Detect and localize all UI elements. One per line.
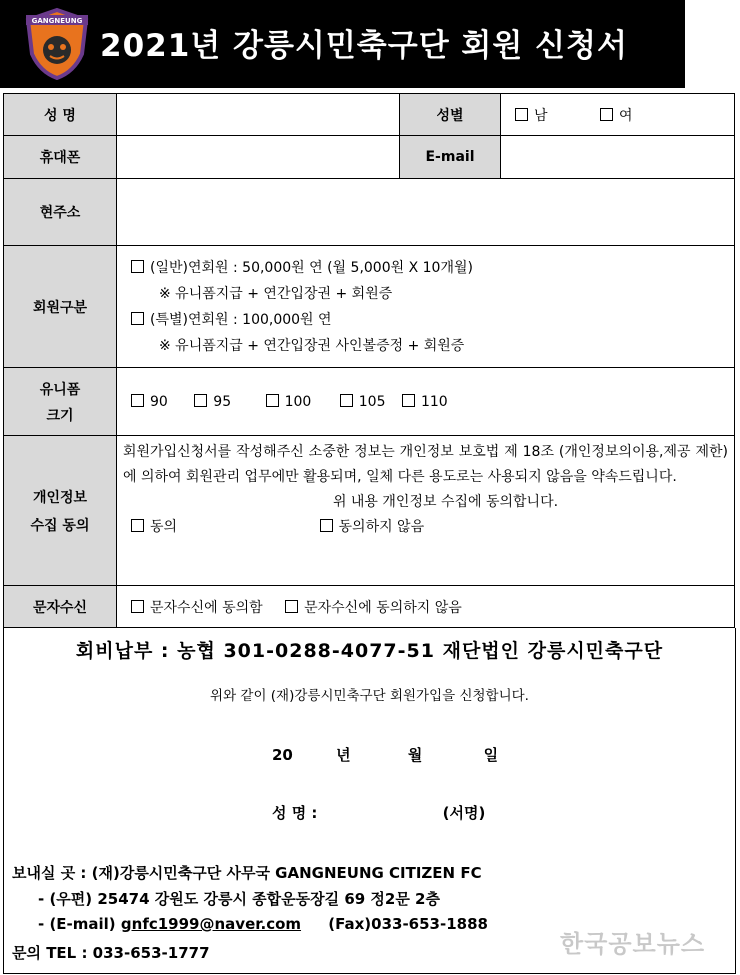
post-address: - (우편) 25474 강원도 강릉시 종합운동장길 69 정2문 2층 bbox=[38, 890, 440, 908]
gender-label: 성별 bbox=[400, 94, 501, 136]
name-label: 성 명 bbox=[4, 94, 117, 136]
membership-label: 회원구분 bbox=[4, 246, 117, 368]
club-logo bbox=[22, 6, 92, 80]
checkbox-icon[interactable] bbox=[266, 394, 279, 407]
application-footer bbox=[3, 628, 736, 974]
address-label: 현주소 bbox=[4, 179, 117, 246]
checkbox-icon[interactable] bbox=[320, 519, 333, 532]
checkbox-icon[interactable] bbox=[131, 519, 144, 532]
page-title: 2021년 강릉시민축구단 회원 신청서 bbox=[100, 28, 628, 64]
size-95-option[interactable]: 95 bbox=[194, 394, 231, 410]
checkbox-icon[interactable] bbox=[131, 600, 144, 613]
membership-special-benefits: ※ 유니폼지급 + 연간입장권 사인볼증정 + 회원증 bbox=[159, 337, 465, 354]
membership-options bbox=[117, 246, 735, 368]
payment-info: 회비납부 : 농협 301-0288-4077-51 재단법인 강릉시민축구단 bbox=[75, 640, 664, 662]
checkbox-icon[interactable] bbox=[131, 312, 144, 325]
membership-special-option[interactable]: (특별)연회원 : 100,000원 연 bbox=[131, 307, 734, 333]
send-to: 보내실 곳 : (재)강릉시민축구단 사무국 GANGNEUNG CITIZEN FC bbox=[12, 864, 482, 882]
privacy-disagree-option[interactable]: 동의하지 않음 bbox=[320, 515, 425, 540]
sms-options bbox=[117, 586, 735, 628]
signature-label: 성 명 : bbox=[272, 804, 318, 822]
address-field[interactable] bbox=[117, 179, 735, 246]
checkbox-icon[interactable] bbox=[515, 108, 528, 121]
membership-general-option[interactable]: (일반)연회원 : 50,000원 연 (월 5,000원 X 10개월) bbox=[131, 255, 734, 281]
contact-tel: 문의 TEL : 033-653-1777 bbox=[12, 944, 210, 962]
size-90-option[interactable]: 90 bbox=[131, 394, 168, 410]
gender-male-option[interactable]: 남 bbox=[515, 105, 548, 125]
phone-label: 휴대폰 bbox=[4, 136, 117, 179]
checkbox-icon[interactable] bbox=[600, 108, 613, 121]
size-110-option[interactable]: 110 bbox=[402, 394, 448, 410]
contact-email-link[interactable]: gnfc1999@naver.com bbox=[120, 915, 302, 933]
signature-mark: (서명) bbox=[442, 804, 486, 822]
watermark: 한국공보뉴스 bbox=[560, 930, 706, 958]
checkbox-icon[interactable] bbox=[402, 394, 415, 407]
membership-general-benefits: ※ 유니폼지급 + 연간입장권 + 회원증 bbox=[159, 285, 393, 302]
email-field[interactable] bbox=[501, 136, 735, 179]
privacy-consent bbox=[117, 436, 735, 586]
apply-statement: 위와 같이 (재)강릉시민축구단 회원가입을 신청합니다. bbox=[210, 688, 529, 704]
phone-field[interactable] bbox=[117, 136, 400, 179]
gender-options bbox=[501, 94, 735, 136]
size-105-option[interactable]: 105 bbox=[340, 394, 386, 410]
privacy-text: 회원가입신청서를 작성해주신 소중한 정보는 개인정보 보호법 제 18조 (개인정보의이용,제공 제한)에 의하여 회원관리 업무에만 활용되며, 일체 다른 용도로는 사용되지 않음을 약속드립니다. bbox=[123, 444, 728, 485]
checkbox-icon[interactable] bbox=[131, 394, 144, 407]
uniform-size-options bbox=[117, 368, 735, 436]
sms-disagree-option[interactable]: 문자수신에 동의하지 않음 bbox=[285, 597, 462, 617]
privacy-agree-text: 위 내용 개인정보 수집에 동의합니다. bbox=[332, 494, 559, 510]
contact-fax: (Fax)033-653-1888 bbox=[328, 915, 488, 933]
uniform-size-label: 유니폼 크기 bbox=[4, 368, 117, 436]
privacy-label: 개인정보 수집 동의 bbox=[4, 436, 117, 586]
email-label: E-mail bbox=[400, 136, 501, 179]
sms-agree-option[interactable]: 문자수신에 동의함 bbox=[131, 597, 263, 617]
header-banner bbox=[0, 0, 685, 88]
checkbox-icon[interactable] bbox=[194, 394, 207, 407]
privacy-agree-option[interactable]: 동의 bbox=[131, 515, 177, 540]
application-form bbox=[3, 93, 735, 628]
checkbox-icon[interactable] bbox=[131, 260, 144, 273]
size-100-option[interactable]: 100 bbox=[266, 394, 312, 410]
sms-label: 문자수신 bbox=[4, 586, 117, 628]
checkbox-icon[interactable] bbox=[340, 394, 353, 407]
email-fax-line: - (E-mail) gnfc1999@naver.com (Fax)033-653-1888 bbox=[38, 915, 488, 933]
name-field[interactable] bbox=[117, 94, 400, 136]
logo-text: GANGNEUNG bbox=[31, 17, 83, 25]
signature-line bbox=[272, 802, 485, 823]
application-date: 20 년 월 일 bbox=[272, 746, 499, 764]
privacy-options bbox=[123, 515, 728, 540]
gender-female-option[interactable]: 여 bbox=[600, 105, 633, 125]
checkbox-icon[interactable] bbox=[285, 600, 298, 613]
